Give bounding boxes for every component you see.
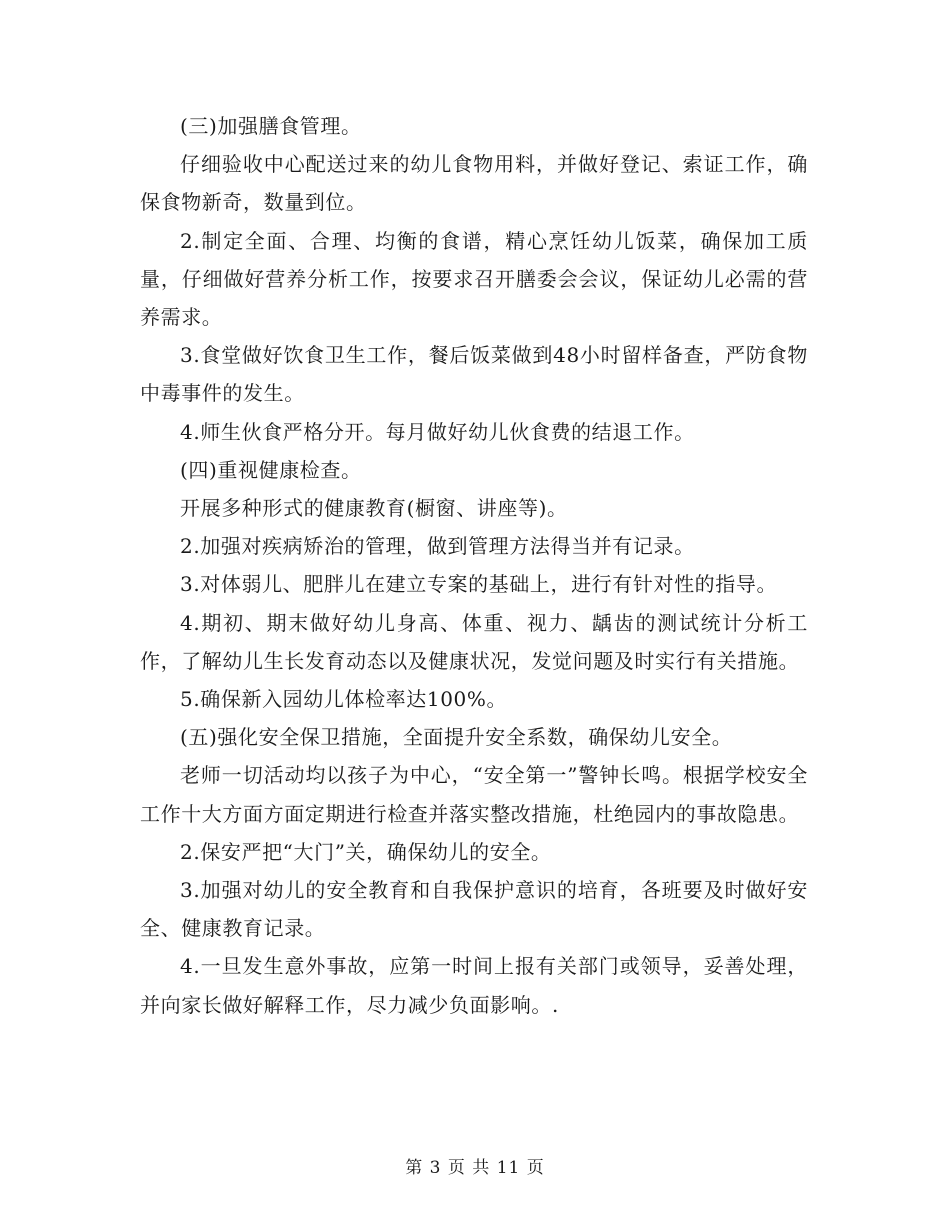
section-heading-4: (四)重视健康检查。 [180,457,362,482]
section-heading-5: (五)强化安全保卫措施，全面提升安全系数，确保幼儿安全。 [180,725,733,750]
paragraph: 5.确保新入园幼儿体检率达100%。 [180,687,508,712]
section-heading-3: (三)加强膳食管理。 [180,114,362,138]
paragraph: 3.对体弱儿、肥胖儿在建立专案的基础上，进行有针对性的指导。 [180,572,778,597]
paragraph: 2.制定全面、合理、均衡的食谱，精心烹饪幼儿饭菜，确保加工质量，仔细做好营养分析工作，按要求召开膳委会会议，保证幼儿必需的营养需求。 [140,228,808,330]
document-body [140,107,808,1024]
paragraph: 3.加强对幼儿的安全教育和自我保护意识的培育，各班要及时做好安全、健康教育记录。 [140,878,808,941]
paragraph: 仔细验收中心配送过来的幼儿食物用料，并做好登记、索证工作，确保食物新奇，数量到位。 [140,152,808,215]
paragraph: 3.食堂做好饮食卫生工作，餐后饭菜做到48小时留样备查，严防食物中毒事件的发生。 [140,343,808,406]
paragraph: 4.师生伙食严格分开。每月做好幼儿伙食费的结退工作。 [180,419,695,444]
paragraph: 4.期初、期末做好幼儿身高、体重、视力、龋齿的测试统计分析工作，了解幼儿生长发育动态以及健康状况，发觉问题及时实行有关措施。 [140,610,808,673]
paragraph: 开展多种形式的健康教育(橱窗、讲座等)。 [180,496,568,521]
paragraph: 4.一旦发生意外事故，应第一时间上报有关部门或领导，妥善处理，并向家长做好解释工作，尽力减少负面影响。. [140,954,808,1017]
paragraph: 老师一切活动均以孩子为中心，“安全第一”警钟长鸣。根据学校安全工作十大方面方面定期进行检查并落实整改措施，杜绝园内的事故隐患。 [140,763,808,826]
page-number-footer: 第 3 页 共 11 页 [405,1158,545,1178]
paragraph: 2.保安严把“大门”关，确保幼儿的安全。 [180,839,552,864]
paragraph: 2.加强对疾病矫治的管理，做到管理方法得当并有记录。 [180,534,695,559]
